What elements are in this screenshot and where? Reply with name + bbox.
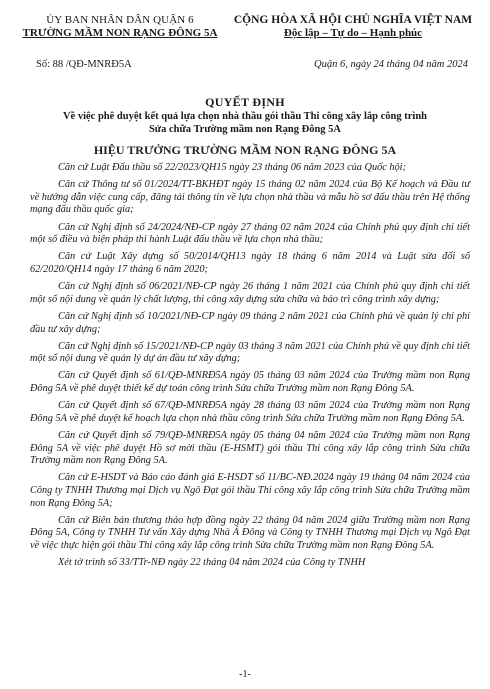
document-number: Số: 88 /QĐ-MNRĐ5A xyxy=(36,59,132,70)
legal-basis-paragraph: Căn cứ Nghị định số 15/2021/NĐ-CP ngày 03 tháng 3 năm 2021 của Chính phủ về quy định chi tiết một số nội dung về quản lý dự án đầu tư xây dựng; xyxy=(30,340,470,365)
issuing-authority: HIỆU TRƯỞNG TRƯỜNG MẦM NON RẠNG ĐÔNG 5A xyxy=(93,143,397,157)
legal-basis-paragraph: Căn cứ Quyết định số 79/QĐ-MNRĐ5A ngày 05 tháng 04 năm 2024 của Trường mầm non Rạng Đông 5A về việc phê duyệt Hồ sơ mời thầu (E-HSMT) gói thầu Thi công xây lắp công trình Sửa chữa Trường mầm non Rạng Đông 5A. xyxy=(30,430,470,467)
national-title: CỘNG HÒA XÃ HỘI CHỦ NGHĨA VIỆT NAM xyxy=(233,14,473,26)
national-motto: Độc lập – Tự do – Hạnh phúc xyxy=(283,27,423,39)
document-body xyxy=(30,162,470,574)
issuer-block xyxy=(20,14,220,40)
page-number: -1- xyxy=(239,669,251,680)
legal-basis-paragraph: Căn cứ Nghị định số 10/2021/NĐ-CP ngày 09 tháng 2 năm 2021 của Chính phủ về quản lý chi phí đầu tư xây dựng; xyxy=(30,310,470,335)
legal-basis-paragraph: Căn cứ E-HSDT và Báo cáo đánh giá E-HSDT số 11/BC-NĐ.2024 ngày 19 tháng 04 năm 2024 của Công ty TNHH Thương mại Dịch vụ Ngô Đạt gói thầu Thi công xây lắp công trình Sửa chữa Trường mầm non Rạng Đông 5A; xyxy=(30,472,470,509)
place-date: Quận 6, ngày 24 tháng 04 năm 2024 xyxy=(314,59,468,70)
legal-basis-paragraph: Căn cứ Quyết định số 67/QĐ-MNRĐ5A ngày 28 tháng 03 năm 2024 của Trường mầm non Rạng Đông 5A về phê duyệt kế hoạch lựa chọn nhà thầu công trình Sửa chữa Trường mầm non Rạng Đông 5A. xyxy=(30,400,470,424)
legal-basis-paragraph: Căn cứ Nghị định số 24/2024/NĐ-CP ngày 27 tháng 02 năm 2024 của Chính phủ quy định chi tiết một số điều và biện pháp thi hành Luật đấu thầu về lựa chọn nhà thầu; xyxy=(30,221,470,246)
legal-basis-paragraph: Căn cứ Thông tư số 01/2024/TT-BKHĐT ngày 15 tháng 02 năm 2024 của Bộ Kế hoạch và Đầu tư về hướng dẫn việc cung cấp, đăng tải thông tin về lựa chọn nhà thầu và mẫu hồ sơ đấu thầu trên Hệ thống mạng đấu thầu quốc gia; xyxy=(30,179,470,216)
issuer-school: TRƯỜNG MẦM NON RẠNG ĐÔNG 5A xyxy=(22,27,218,39)
document-title: QUYẾT ĐỊNH xyxy=(205,95,285,109)
issuer-org: ỦY BAN NHÂN DÂN QUẬN 6 xyxy=(46,14,194,26)
legal-basis-paragraph: Căn cứ Quyết định số 61/QĐ-MNRĐ5A ngày 05 tháng 03 năm 2024 của Trường mầm non Rạng Đông 5A về phê duyệt thiết kế dự toán công trình Sửa chữa Trường mầm non Rạng Đông 5A. xyxy=(30,370,470,395)
legal-basis-paragraph: Căn cứ Biên bản thương thảo hợp đồng ngày 22 tháng 04 năm 2024 giữa Trường mầm non Rạng Đông 5A, Công ty TNHH Tư vấn Xây dựng Nhà Á Đông và Công ty TNHH Thương mại Dịch vụ Ngô Đạt về việc thực hiện gói thầu Thi công xây lắp công trình Sửa chữa Trường mầm non Rạng Đông 5A. xyxy=(30,514,470,551)
legal-basis-paragraph: Căn cứ Luật Xây dựng số 50/2014/QH13 ngày 18 tháng 6 năm 2014 và Luật sửa đổi số 62/2020/QH14 ngày 17 tháng 6 năm 2020; xyxy=(30,251,470,275)
legal-basis-paragraph: Xét tờ trình số 33/TTr-NĐ ngày 22 tháng 04 năm 2024 của Công ty TNHH xyxy=(58,557,366,569)
document-subject: Về việc phê duyệt kết quả lựa chọn nhà thầu gói thầu Thi công xây lắp công trình Sửa chữa Trường mầm non Rạng Đông 5A xyxy=(62,111,428,135)
legal-basis-paragraph: Căn cứ Nghị định số 06/2021/NĐ-CP ngày 26 tháng 1 năm 2021 của Chính phủ quy định chi tiết một số nội dung về quản lý chất lượng, thi công xây dựng sửa chữa và bảo trì công trình xây dựng; xyxy=(30,281,470,305)
national-header xyxy=(222,14,484,40)
legal-basis-paragraph: Căn cứ Luật Đấu thầu số 22/2023/QH15 ngày 23 tháng 06 năm 2023 của Quốc hội; xyxy=(58,162,406,173)
